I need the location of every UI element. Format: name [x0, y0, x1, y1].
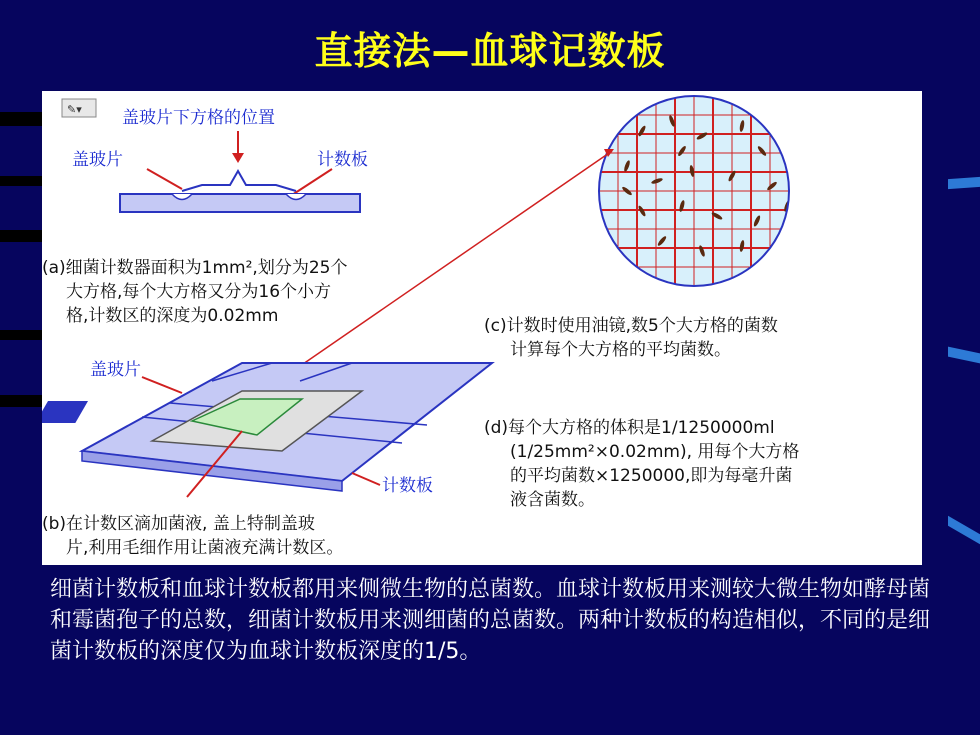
right-blue-stripe [948, 347, 980, 364]
label-board-top: 计数板 [317, 150, 368, 170]
label-coverslip-mid: 盖玻片 [90, 360, 141, 380]
board-side-view [120, 194, 360, 212]
counting-chamber-figure [42, 91, 922, 565]
svg-text:✎▾: ✎▾ [67, 103, 82, 116]
label-board-bottom: 计数板 [382, 476, 433, 496]
text-d-line4: 液含菌数。 [510, 490, 595, 510]
left-black-bar [0, 112, 42, 126]
left-black-bar [0, 330, 42, 340]
left-black-bar [0, 230, 42, 242]
slide-title: 直接法—血球记数板 [314, 29, 666, 73]
label-grid-position: 盖玻片下方格的位置 [122, 108, 275, 128]
magnified-grid [594, 91, 794, 291]
text-d-line1: (d)每个大方格的体积是1/1250000ml [484, 418, 775, 438]
text-b-line2: 片,利用毛细作用让菌液充满计数区。 [66, 538, 344, 558]
text-a-line1: (a)细菌计数器面积为1mm²,划分为25个 [42, 258, 348, 278]
left-black-bar [0, 395, 42, 407]
text-d-line2: (1/25mm²×0.02mm), 用每个大方格 [510, 442, 800, 462]
left-black-bar [0, 176, 42, 186]
text-a-line2: 大方格,每个大方格又分为16个小方 [66, 282, 332, 302]
text-d-line3: 的平均菌数×1250000,即为每毫升菌 [510, 466, 793, 486]
coverslip-side-view [182, 171, 296, 191]
text-c-line1: (c)计数时使用油镜,数5个大方格的菌数 [484, 316, 778, 336]
label-coverslip-top: 盖玻片 [72, 150, 123, 170]
count-area [42, 401, 88, 423]
pen-icon[interactable] [62, 99, 96, 117]
text-a-line3: 格,计数区的深度为0.02mm [66, 306, 279, 326]
right-blue-stripe [948, 516, 980, 544]
text-c-line2: 计算每个大方格的平均菌数。 [510, 340, 731, 360]
right-blue-stripe [948, 177, 980, 189]
caption-paragraph: 细菌计数板和血球计数板都用来侧微生物的总菌数。血球计数板用来测较大微生物如酵母菌和霉菌孢子的总数，细菌计数板用来测细菌的总菌数。两种计数板的构造相似，不同的是细菌计数板的深度仅为血球计数板深度的1/5。 [50, 577, 931, 664]
figure-svg [42, 91, 922, 565]
text-b-line1: (b)在计数区滴加菌液, 盖上特制盖玻 [42, 514, 315, 534]
